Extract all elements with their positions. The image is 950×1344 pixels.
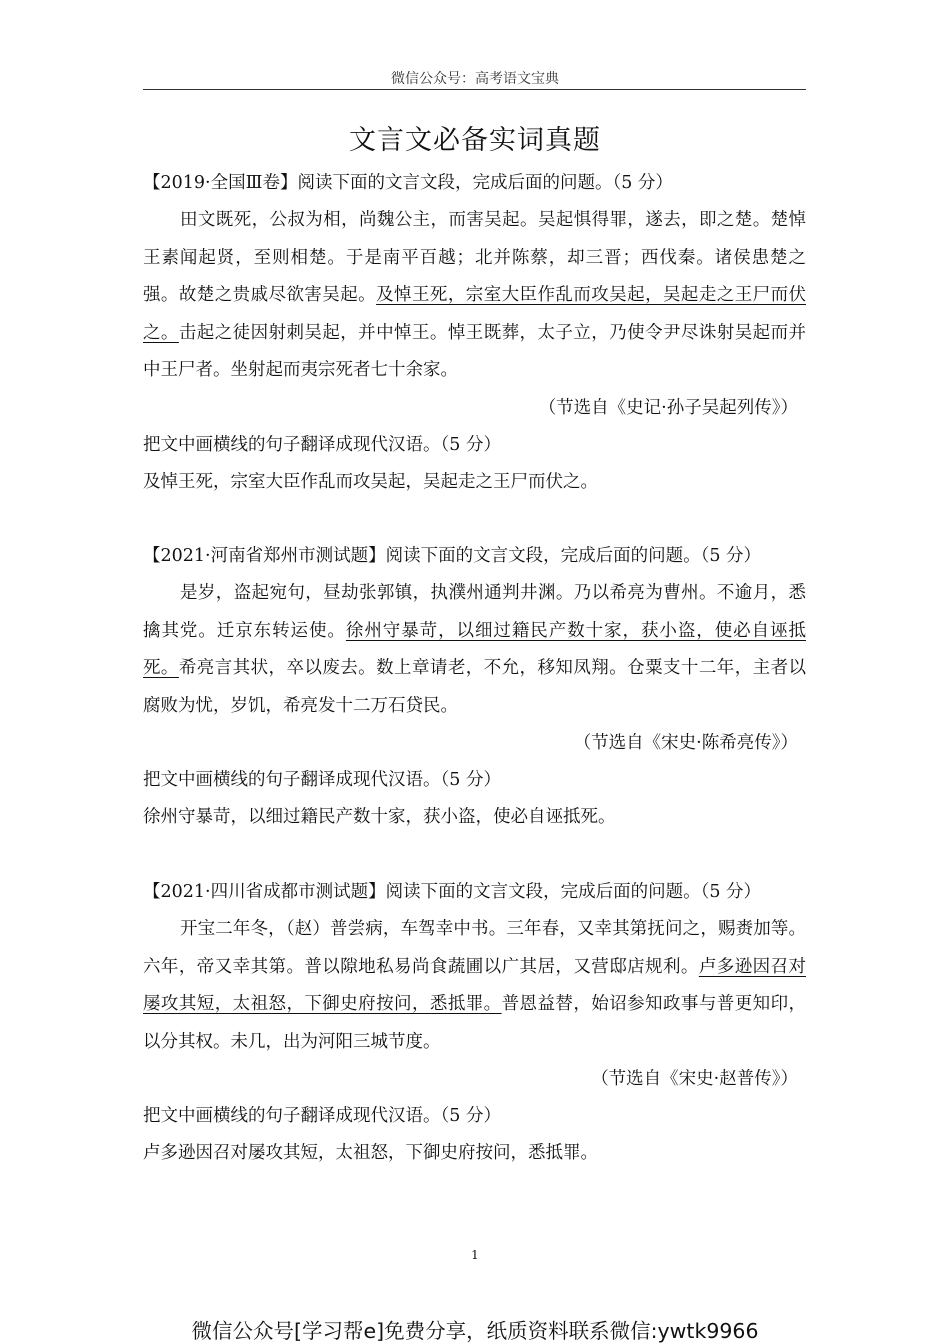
source-citation: （节选自《宋史·赵普传》） bbox=[591, 1069, 798, 1089]
underlined-sentence: 卢多逊因召对屡攻其短，太祖怒，下御史府按问，悉抵罪。 bbox=[143, 956, 807, 1014]
page-header: 微信公众号：高考语文宝典 bbox=[391, 71, 559, 87]
passage-text: 田文既死，公叔为相，尚魏公主，而害吴起。吴起惧得罪，遂去，即之楚。楚悼王素闻起贤，至则相楚。于是南平百越；北并陈蔡，却三晋；西伐秦。诸侯患楚之强。故楚之贵戚尽欲害吴起。 bbox=[143, 210, 806, 305]
page-title: 文言文必备实词真题 bbox=[349, 125, 601, 156]
passage-text: 普恩益替，始诏参知政事与普更知印，以分其权。未几，出为河阳三城节度。 bbox=[143, 994, 806, 1052]
question-2 bbox=[143, 538, 806, 836]
question-1 bbox=[143, 165, 806, 501]
passage-text: 开宝二年冬，（赵）普尝病，车驾幸中书。三年春，又幸其第抚问之，赐赉加等。六年，帝又幸其第。普以隙地私易尚食蔬圃以广其居，又营邸店规利。 bbox=[143, 919, 806, 977]
sentence-to-translate: 及悼王死，宗室大臣作乱而攻吴起，吴起走之王尸而伏之。 bbox=[143, 471, 598, 492]
translation-instruction: 把文中画横线的句子翻译成现代汉语。（5 分） bbox=[143, 770, 501, 790]
passage bbox=[143, 575, 806, 725]
page-number: 1 bbox=[471, 1248, 479, 1262]
passage bbox=[143, 911, 806, 1061]
question-heading: 【2021·河南省郑州市测试题】阅读下面的文言文段，完成后面的问题。（5 分） bbox=[143, 546, 762, 566]
header-divider bbox=[143, 89, 806, 90]
passage-text: 是岁，盗起宛句，昼劫张郭镇，执濮州通判井渊。乃以希亮为曹州。不逾月，悉擒其党。迁京东转运使。 bbox=[143, 583, 806, 641]
underlined-sentence: 及悼王死，宗室大臣作乱而攻吴起，吴起走之王尸而伏之。 bbox=[143, 285, 807, 343]
sentence-to-translate: 徐州守暴苛，以细过籍民产数十家，获小盗，使必自诬抵死。 bbox=[143, 807, 616, 827]
translation-instruction: 把文中画横线的句子翻译成现代汉语。（5 分） bbox=[143, 1106, 501, 1126]
footer-banner: 微信公众号[学习帮e]免费分享，纸质资料联系微信:ywtk9966 bbox=[191, 1319, 759, 1343]
passage-text: 希亮言其状，卒以废去。数上章请老，不允，移知凤翔。仓粟支十二年，主者以腐败为忧，岁饥，希亮发十二万石贷民。 bbox=[143, 658, 807, 716]
underlined-sentence: 徐州守暴苛，以细过籍民产数十家，获小盗，使必自诬抵死。 bbox=[143, 620, 807, 678]
source-citation: （节选自《宋史·陈希亮传》） bbox=[573, 733, 798, 753]
passage bbox=[143, 202, 806, 390]
sentence-to-translate: 卢多逊因召对屡攻其短，太祖怒，下御史府按问，悉抵罪。 bbox=[143, 1143, 598, 1163]
source-citation: （节选自《史记·孙子吴起列传》） bbox=[538, 397, 798, 418]
question-3 bbox=[143, 874, 806, 1172]
question-heading: 【2021·四川省成都市测试题】阅读下面的文言文段，完成后面的问题。（5 分） bbox=[143, 882, 762, 902]
translation-instruction: 把文中画横线的句子翻译成现代汉语。（5 分） bbox=[143, 434, 501, 455]
question-heading: 【2019·全国Ⅲ卷】阅读下面的文言文段，完成后面的问题。（5 分） bbox=[143, 173, 673, 193]
passage-text: 击起之徒因射刺吴起，并中悼王。悼王既葬，太子立，乃使令尹尽诛射吴起而并中王尸者。坐射起而夷宗死者七十余家。 bbox=[143, 322, 807, 380]
